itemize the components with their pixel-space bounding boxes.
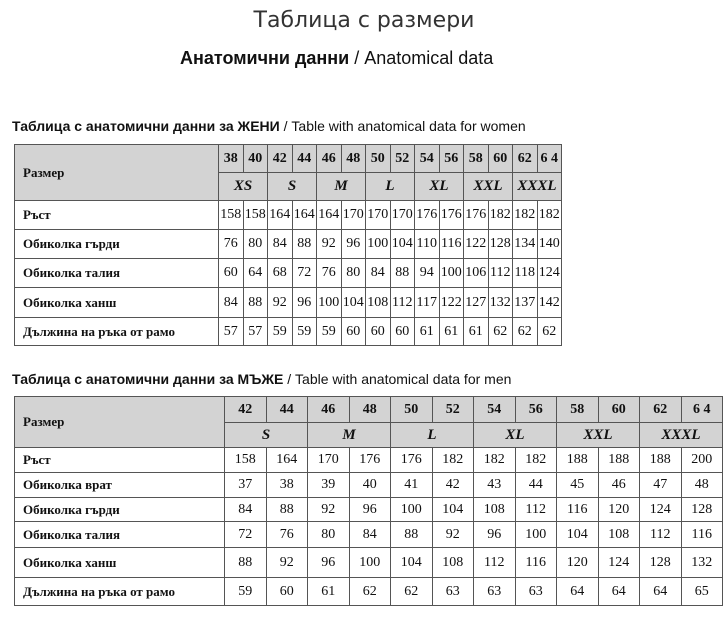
- men-value-cell: 63: [515, 578, 557, 606]
- women-value-cell: 112: [488, 259, 513, 288]
- men-value-cell: 64: [598, 578, 640, 606]
- men-value-cell: 100: [349, 548, 391, 578]
- women-value-cell: 110: [415, 230, 440, 259]
- women-value-cell: 57: [219, 318, 244, 346]
- men-value-cell: 108: [474, 498, 516, 522]
- women-value-cell: 104: [390, 230, 415, 259]
- women-value-cell: 104: [341, 288, 366, 318]
- men-value-cell: 120: [598, 498, 640, 522]
- men-value-cell: 64: [557, 578, 599, 606]
- women-row-label: Ръст: [15, 201, 219, 230]
- women-value-cell: 182: [537, 201, 562, 230]
- women-data-row: [15, 318, 562, 346]
- men-value-cell: 188: [640, 448, 682, 473]
- women-value-cell: 116: [439, 230, 464, 259]
- women-table-heading: [12, 118, 526, 134]
- women-value-cell: 106: [464, 259, 489, 288]
- men-size-label: Размер: [15, 397, 225, 448]
- women-value-cell: 62: [513, 318, 538, 346]
- women-size-cell: 62: [513, 145, 538, 173]
- women-value-cell: 164: [268, 201, 293, 230]
- women-value-cell: 96: [341, 230, 366, 259]
- men-row-label: Обиколка ханш: [15, 548, 225, 578]
- men-value-cell: 128: [681, 498, 723, 522]
- men-value-cell: 43: [474, 473, 516, 498]
- men-value-cell: 112: [474, 548, 516, 578]
- women-value-cell: 92: [317, 230, 342, 259]
- women-data-row: [15, 259, 562, 288]
- men-value-cell: 44: [515, 473, 557, 498]
- women-value-cell: 124: [537, 259, 562, 288]
- men-value-cell: 84: [349, 522, 391, 548]
- men-value-cell: 39: [308, 473, 350, 498]
- men-value-cell: 124: [640, 498, 682, 522]
- women-value-cell: 76: [219, 230, 244, 259]
- men-value-cell: 104: [432, 498, 474, 522]
- women-letter-size: S: [268, 173, 317, 201]
- men-letter-size: XXL: [557, 423, 640, 448]
- women-value-cell: 68: [268, 259, 293, 288]
- men-value-cell: 96: [308, 548, 350, 578]
- men-size-cell: 58: [557, 397, 599, 423]
- men-value-cell: 61: [308, 578, 350, 606]
- women-size-cell: 60: [488, 145, 513, 173]
- men-value-cell: 92: [308, 498, 350, 522]
- men-value-cell: 88: [225, 548, 267, 578]
- women-value-cell: 108: [366, 288, 391, 318]
- men-value-cell: 48: [681, 473, 723, 498]
- women-letter-size: XL: [415, 173, 464, 201]
- men-data-row: [15, 448, 723, 473]
- women-value-cell: 117: [415, 288, 440, 318]
- men-value-cell: 92: [266, 548, 308, 578]
- men-value-cell: 108: [432, 548, 474, 578]
- women-row-label: Обиколка талия: [15, 259, 219, 288]
- men-value-cell: 42: [432, 473, 474, 498]
- men-value-cell: 59: [225, 578, 267, 606]
- men-value-cell: 128: [640, 548, 682, 578]
- women-value-cell: 60: [366, 318, 391, 346]
- women-value-cell: 164: [317, 201, 342, 230]
- men-value-cell: 41: [391, 473, 433, 498]
- women-value-cell: 59: [268, 318, 293, 346]
- women-value-cell: 100: [317, 288, 342, 318]
- women-size-cell: 6 4: [537, 145, 562, 173]
- men-data-row: [15, 578, 723, 606]
- men-value-cell: 96: [474, 522, 516, 548]
- women-value-cell: 176: [464, 201, 489, 230]
- men-value-cell: 182: [474, 448, 516, 473]
- women-value-cell: 132: [488, 288, 513, 318]
- women-size-cell: 54: [415, 145, 440, 173]
- women-value-cell: 128: [488, 230, 513, 259]
- men-value-cell: 200: [681, 448, 723, 473]
- men-value-cell: 64: [640, 578, 682, 606]
- men-size-cell: 52: [432, 397, 474, 423]
- men-value-cell: 116: [681, 522, 723, 548]
- women-value-cell: 134: [513, 230, 538, 259]
- men-value-cell: 46: [598, 473, 640, 498]
- men-value-cell: 62: [349, 578, 391, 606]
- women-value-cell: 61: [464, 318, 489, 346]
- men-value-cell: 80: [308, 522, 350, 548]
- women-value-cell: 61: [439, 318, 464, 346]
- women-letter-size: L: [366, 173, 415, 201]
- men-value-cell: 88: [266, 498, 308, 522]
- women-value-cell: 122: [439, 288, 464, 318]
- women-size-cell: 38: [219, 145, 244, 173]
- men-heading-rest: / Table with anatomical data for men: [283, 371, 512, 387]
- men-value-cell: 40: [349, 473, 391, 498]
- men-value-cell: 108: [598, 522, 640, 548]
- women-value-cell: 176: [415, 201, 440, 230]
- women-value-cell: 137: [513, 288, 538, 318]
- women-size-cell: 42: [268, 145, 293, 173]
- women-value-cell: 170: [341, 201, 366, 230]
- women-value-cell: 92: [268, 288, 293, 318]
- women-value-cell: 140: [537, 230, 562, 259]
- women-value-cell: 76: [317, 259, 342, 288]
- men-value-cell: 100: [391, 498, 433, 522]
- women-value-cell: 88: [243, 288, 268, 318]
- men-row-label: Ръст: [15, 448, 225, 473]
- men-table-heading: [12, 371, 511, 387]
- women-size-cell: 50: [366, 145, 391, 173]
- women-value-cell: 170: [366, 201, 391, 230]
- women-row-label: Обиколка ханш: [15, 288, 219, 318]
- men-value-cell: 100: [515, 522, 557, 548]
- women-value-cell: 80: [341, 259, 366, 288]
- men-value-cell: 84: [225, 498, 267, 522]
- men-value-cell: 112: [640, 522, 682, 548]
- men-value-cell: 182: [515, 448, 557, 473]
- men-row-label: Дължина на ръка от рамо: [15, 578, 225, 606]
- men-size-cell: 46: [308, 397, 350, 423]
- women-value-cell: 100: [366, 230, 391, 259]
- women-size-cell: 58: [464, 145, 489, 173]
- men-letter-size: XL: [474, 423, 557, 448]
- page-title: Таблица с размери: [253, 8, 475, 33]
- women-value-cell: 62: [537, 318, 562, 346]
- men-data-row: [15, 498, 723, 522]
- women-size-cell: 40: [243, 145, 268, 173]
- women-size-cell: 46: [317, 145, 342, 173]
- men-value-cell: 72: [225, 522, 267, 548]
- women-letter-size: M: [317, 173, 366, 201]
- women-value-cell: 59: [317, 318, 342, 346]
- anatomical-data-subtitle: [180, 48, 493, 69]
- men-value-cell: 60: [266, 578, 308, 606]
- women-value-cell: 60: [341, 318, 366, 346]
- men-size-cell: 48: [349, 397, 391, 423]
- men-size-cell: 62: [640, 397, 682, 423]
- men-value-cell: 158: [225, 448, 267, 473]
- women-letter-size: XXL: [464, 173, 513, 201]
- women-value-cell: 62: [488, 318, 513, 346]
- men-data-row: [15, 522, 723, 548]
- women-size-cell: 48: [341, 145, 366, 173]
- men-value-cell: 104: [557, 522, 599, 548]
- women-value-cell: 96: [292, 288, 317, 318]
- men-row-label: Обиколка талия: [15, 522, 225, 548]
- men-value-cell: 176: [391, 448, 433, 473]
- men-letter-size: M: [308, 423, 391, 448]
- women-value-cell: 59: [292, 318, 317, 346]
- women-value-cell: 170: [390, 201, 415, 230]
- women-value-cell: 182: [513, 201, 538, 230]
- men-value-cell: 188: [598, 448, 640, 473]
- women-value-cell: 118: [513, 259, 538, 288]
- women-size-table: [14, 144, 562, 346]
- men-value-cell: 38: [266, 473, 308, 498]
- men-value-cell: 88: [391, 522, 433, 548]
- men-letter-size: L: [391, 423, 474, 448]
- women-heading-bold: Таблица с анатомични данни за ЖЕНИ: [12, 118, 280, 134]
- men-value-cell: 112: [515, 498, 557, 522]
- men-value-cell: 76: [266, 522, 308, 548]
- women-value-cell: 84: [219, 288, 244, 318]
- men-data-row: [15, 548, 723, 578]
- women-value-cell: 64: [243, 259, 268, 288]
- women-value-cell: 127: [464, 288, 489, 318]
- men-letter-size: XXXL: [640, 423, 723, 448]
- men-size-cell: 44: [266, 397, 308, 423]
- men-value-cell: 47: [640, 473, 682, 498]
- women-value-cell: 158: [243, 201, 268, 230]
- men-data-row: [15, 473, 723, 498]
- women-size-row: [15, 145, 562, 173]
- women-letter-size: XS: [219, 173, 268, 201]
- men-value-cell: 188: [557, 448, 599, 473]
- men-value-cell: 124: [598, 548, 640, 578]
- women-value-cell: 182: [488, 201, 513, 230]
- women-row-label: Обиколка гърди: [15, 230, 219, 259]
- men-value-cell: 170: [308, 448, 350, 473]
- men-value-cell: 182: [432, 448, 474, 473]
- women-value-cell: 94: [415, 259, 440, 288]
- women-size-cell: 52: [390, 145, 415, 173]
- women-value-cell: 61: [415, 318, 440, 346]
- women-value-cell: 100: [439, 259, 464, 288]
- men-value-cell: 120: [557, 548, 599, 578]
- men-value-cell: 176: [349, 448, 391, 473]
- men-value-cell: 132: [681, 548, 723, 578]
- men-value-cell: 116: [557, 498, 599, 522]
- women-value-cell: 84: [268, 230, 293, 259]
- women-value-cell: 158: [219, 201, 244, 230]
- men-value-cell: 92: [432, 522, 474, 548]
- men-row-label: Обиколка врат: [15, 473, 225, 498]
- men-value-cell: 63: [432, 578, 474, 606]
- men-value-cell: 116: [515, 548, 557, 578]
- women-value-cell: 164: [292, 201, 317, 230]
- women-data-row: [15, 201, 562, 230]
- women-value-cell: 60: [390, 318, 415, 346]
- women-data-row: [15, 288, 562, 318]
- women-size-cell: 56: [439, 145, 464, 173]
- men-value-cell: 104: [391, 548, 433, 578]
- men-size-cell: 54: [474, 397, 516, 423]
- men-value-cell: 62: [391, 578, 433, 606]
- subtitle-rest: / Anatomical data: [349, 48, 494, 68]
- men-size-cell: 50: [391, 397, 433, 423]
- men-value-cell: 37: [225, 473, 267, 498]
- women-value-cell: 88: [292, 230, 317, 259]
- women-value-cell: 84: [366, 259, 391, 288]
- women-value-cell: 60: [219, 259, 244, 288]
- men-value-cell: 65: [681, 578, 723, 606]
- women-value-cell: 112: [390, 288, 415, 318]
- subtitle-bold: Анатомични данни: [180, 48, 350, 68]
- men-size-cell: 42: [225, 397, 267, 423]
- women-size-cell: 44: [292, 145, 317, 173]
- men-size-table: [14, 396, 723, 606]
- men-size-cell: 6 4: [681, 397, 723, 423]
- men-value-cell: 96: [349, 498, 391, 522]
- women-value-cell: 80: [243, 230, 268, 259]
- women-data-row: [15, 230, 562, 259]
- men-heading-bold: Таблица с анатомични данни за МЪЖЕ: [12, 371, 284, 387]
- women-value-cell: 122: [464, 230, 489, 259]
- men-letter-size: S: [225, 423, 308, 448]
- women-heading-rest: / Table with anatomical data for women: [279, 118, 526, 134]
- women-value-cell: 176: [439, 201, 464, 230]
- women-letter-size: XXXL: [513, 173, 562, 201]
- men-size-cell: 56: [515, 397, 557, 423]
- women-value-cell: 88: [390, 259, 415, 288]
- men-row-label: Обиколка гърди: [15, 498, 225, 522]
- women-size-label: Размер: [15, 145, 219, 201]
- women-row-label: Дължина на ръка от рамо: [15, 318, 219, 346]
- women-value-cell: 57: [243, 318, 268, 346]
- men-size-cell: 60: [598, 397, 640, 423]
- women-value-cell: 142: [537, 288, 562, 318]
- men-size-row: [15, 397, 723, 423]
- women-value-cell: 72: [292, 259, 317, 288]
- men-value-cell: 45: [557, 473, 599, 498]
- men-value-cell: 164: [266, 448, 308, 473]
- men-value-cell: 63: [474, 578, 516, 606]
